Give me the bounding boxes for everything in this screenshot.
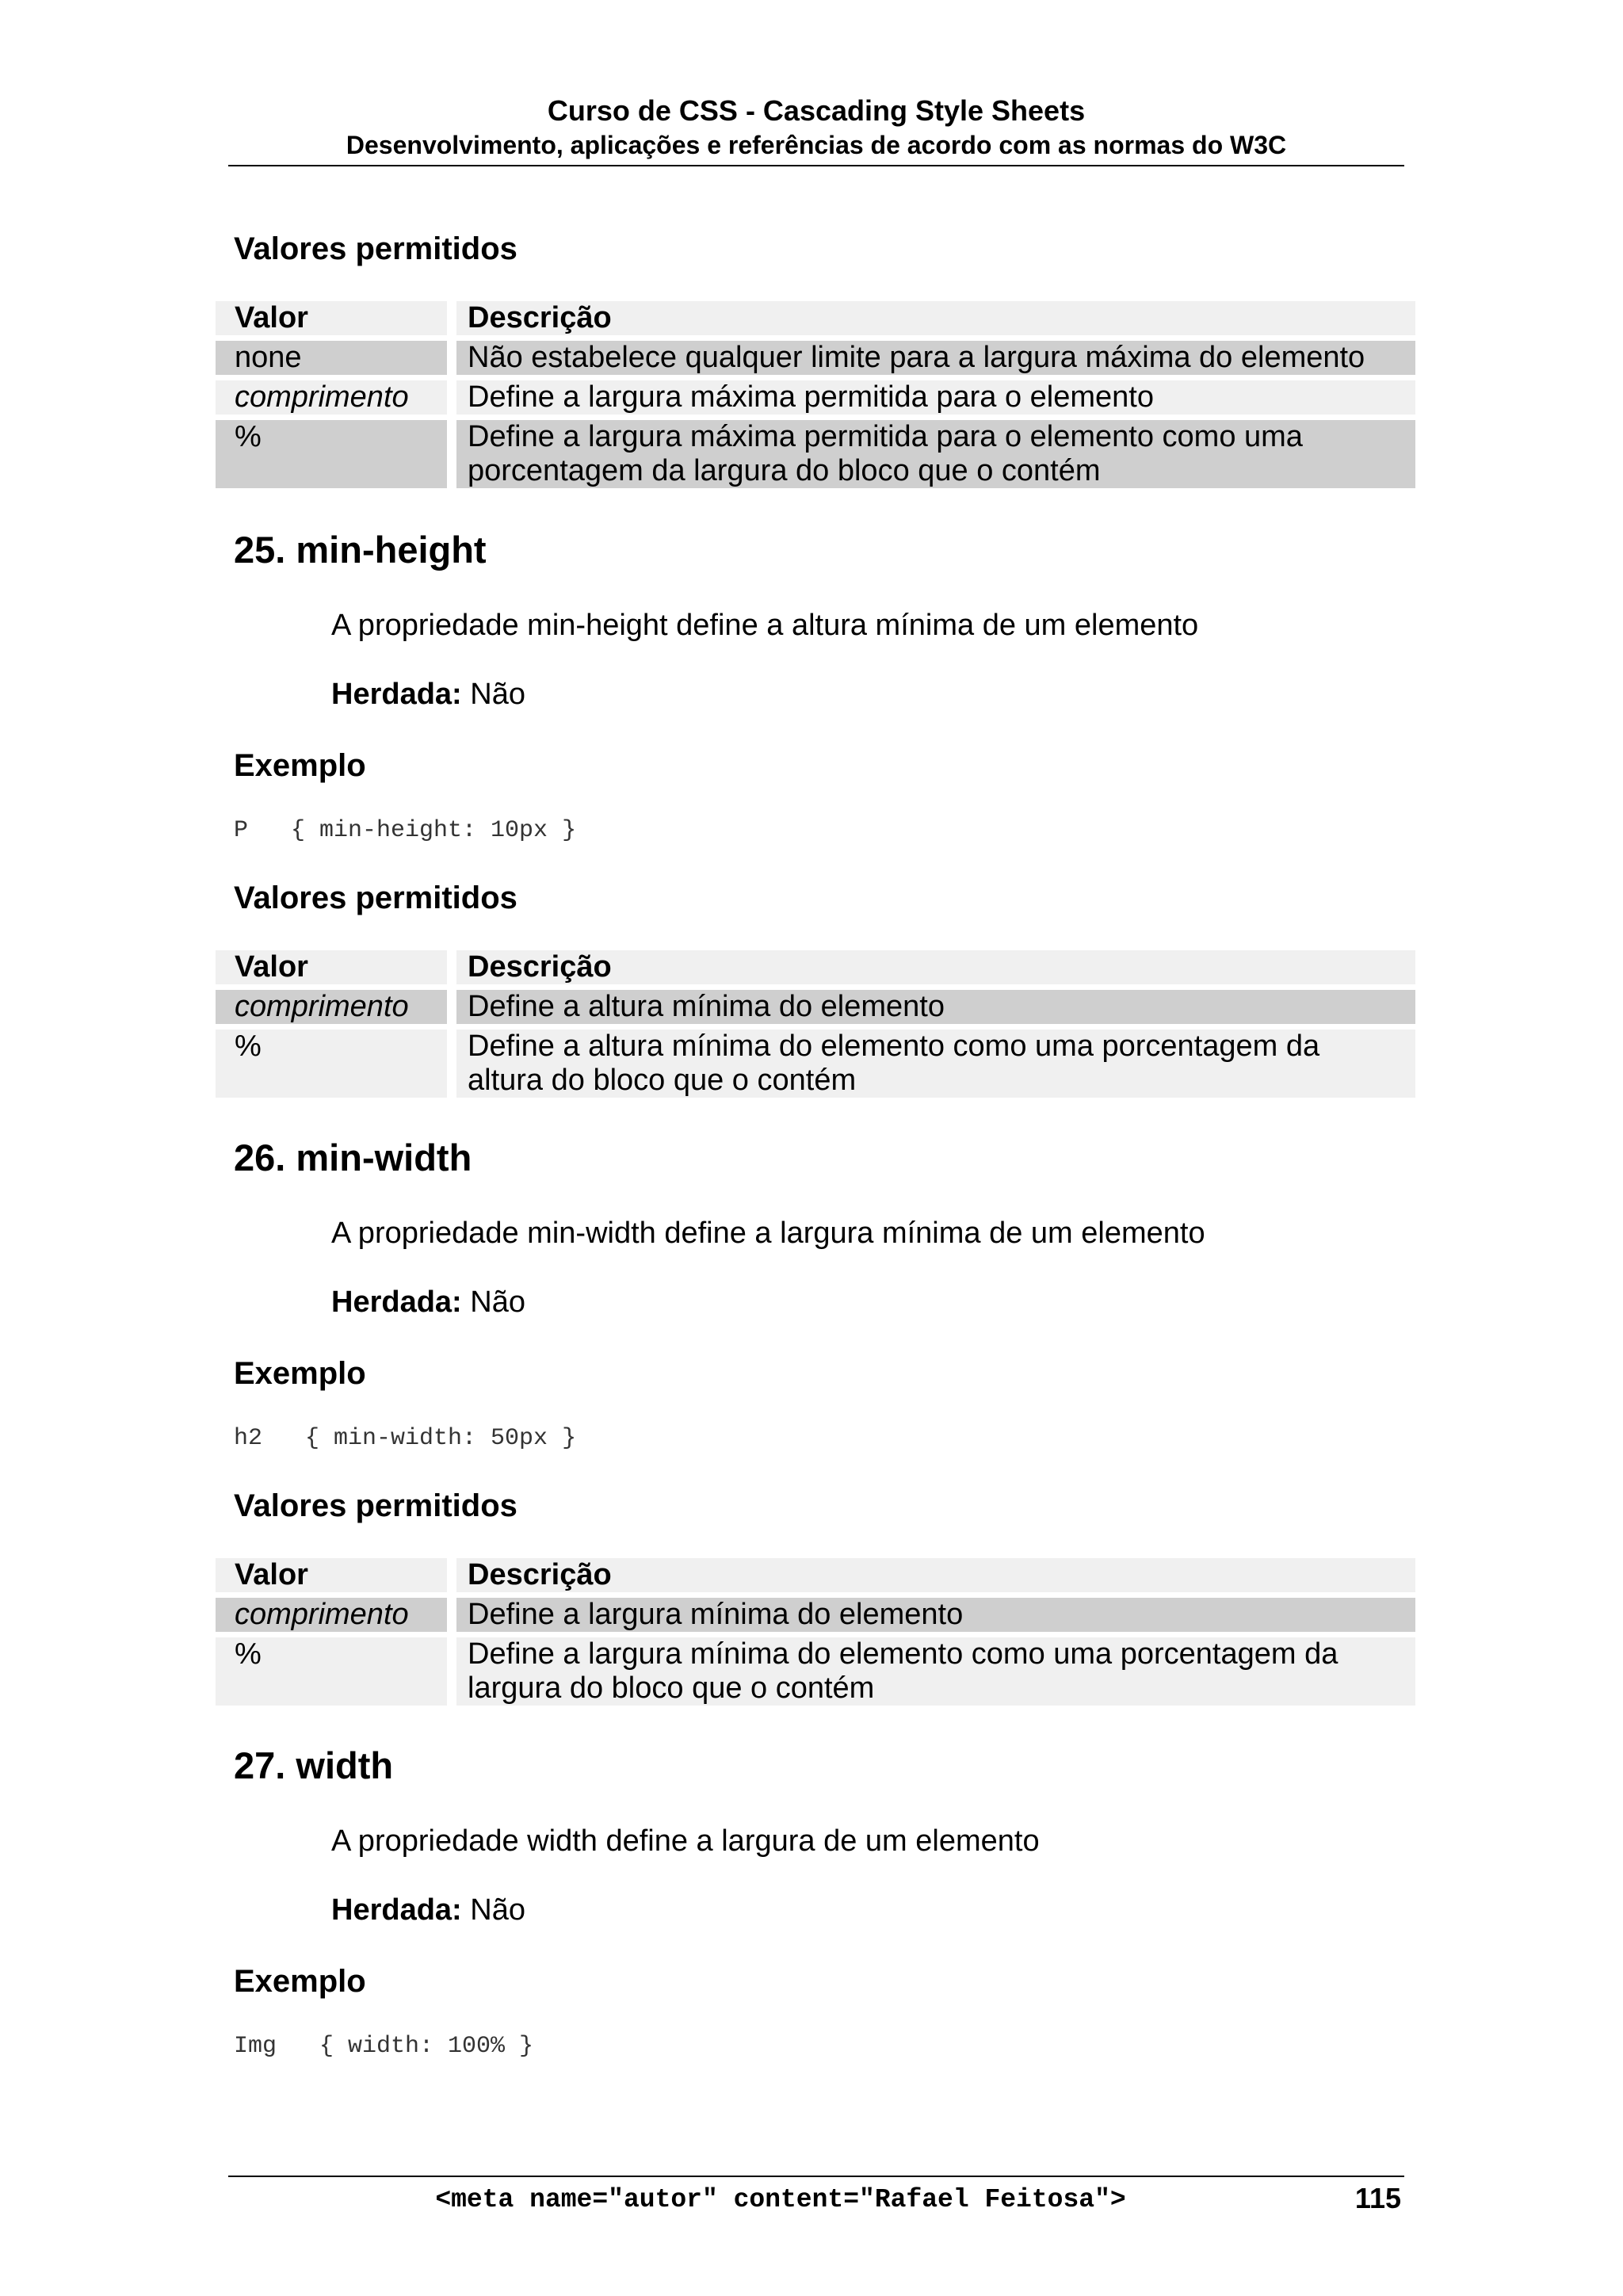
valor-cell: % — [216, 1030, 447, 1098]
table-row — [216, 1598, 1415, 1632]
table-row — [216, 420, 1415, 488]
table-row — [216, 341, 1415, 375]
section-heading-min-height: 25. min-height — [234, 529, 487, 571]
col-descricao-header: Descrição — [447, 1558, 1415, 1592]
col-descricao-header: Descrição — [447, 950, 1415, 984]
descricao-cell: Define a largura máxima permitida para o elemento — [447, 380, 1415, 415]
valor-cell: comprimento — [216, 380, 447, 415]
page-header — [228, 94, 1404, 160]
table-row — [216, 380, 1415, 415]
descricao-cell: Define a altura mínima do elemento — [447, 990, 1415, 1024]
footer-divider — [228, 2176, 1404, 2177]
header-divider — [228, 165, 1404, 166]
descricao-cell: Não estabelece qualquer limite para a largura máxima do elemento — [447, 341, 1415, 375]
valor-cell: comprimento — [216, 990, 447, 1024]
min-height-values-table — [216, 945, 1415, 1103]
table-header-row — [216, 301, 1415, 335]
width-example-heading: Exemplo — [234, 1964, 366, 1999]
descricao-cell: Define a altura mínima do elemento como uma porcentagem da altura do bloco que o contém — [447, 1030, 1415, 1098]
section-heading-width: 27. width — [234, 1744, 394, 1786]
min-height-values-heading: Valores permitidos — [234, 881, 517, 915]
table-row — [216, 1030, 1415, 1098]
width-inherited — [331, 1892, 525, 1928]
min-width-values-table — [216, 1553, 1415, 1711]
inherited-label: Herdada: — [331, 1286, 462, 1319]
valor-cell: comprimento — [216, 1598, 447, 1632]
table-header-row — [216, 1558, 1415, 1592]
min-height-description: A propriedade min-height define a altura mínima de um elemento — [331, 609, 1199, 642]
inherited-value: Não — [470, 1893, 525, 1927]
width-description: A propriedade width define a largura de um elemento — [331, 1824, 1040, 1858]
inherited-value: Não — [470, 678, 525, 711]
inherited-label: Herdada: — [331, 678, 462, 711]
descricao-cell: Define a largura mínima do elemento como uma porcentagem da largura do bloco que o contém — [447, 1637, 1415, 1706]
descricao-cell: Define a largura mínima do elemento — [447, 1598, 1415, 1632]
inherited-label: Herdada: — [331, 1893, 462, 1927]
min-height-inherited — [331, 676, 525, 712]
table-row — [216, 990, 1415, 1024]
header-subtitle: Desenvolvimento, aplicações e referências de acordo com as normas do W3C — [346, 131, 1287, 159]
descricao-cell: Define a largura máxima permitida para o elemento como uma porcentagem da largura do bloco que o contém — [447, 420, 1415, 488]
page-number: 115 — [1354, 2182, 1401, 2214]
valor-cell: % — [216, 420, 447, 488]
width-example-code: Img { width: 100% } — [234, 2033, 534, 2060]
min-width-inherited — [331, 1284, 525, 1320]
min-width-description: A propriedade min-width define a largura mínima de um elemento — [331, 1217, 1205, 1250]
min-height-example-heading: Exemplo — [234, 748, 366, 783]
header-title: Curso de CSS - Cascading Style Sheets — [547, 94, 1086, 127]
section-heading-min-width: 26. min-width — [234, 1137, 472, 1179]
min-height-example-code: P { min-height: 10px } — [234, 817, 577, 844]
min-width-values-heading: Valores permitidos — [234, 1488, 517, 1523]
footer-meta-tag: <meta name="autor" content="Rafael Feitosa"> — [435, 2185, 1126, 2214]
col-descricao-header: Descrição — [447, 301, 1415, 335]
min-width-example-heading: Exemplo — [234, 1356, 366, 1391]
col-valor-header: Valor — [216, 301, 447, 335]
inherited-value: Não — [470, 1286, 525, 1319]
min-width-example-code: h2 { min-width: 50px } — [234, 1425, 577, 1452]
max-width-values-table — [216, 296, 1415, 494]
col-valor-header: Valor — [216, 950, 447, 984]
col-valor-header: Valor — [216, 1558, 447, 1592]
valor-cell: % — [216, 1637, 447, 1706]
table-row — [216, 1637, 1415, 1706]
valor-cell: none — [216, 341, 447, 375]
table-header-row — [216, 950, 1415, 984]
max-width-values-heading: Valores permitidos — [234, 231, 517, 266]
